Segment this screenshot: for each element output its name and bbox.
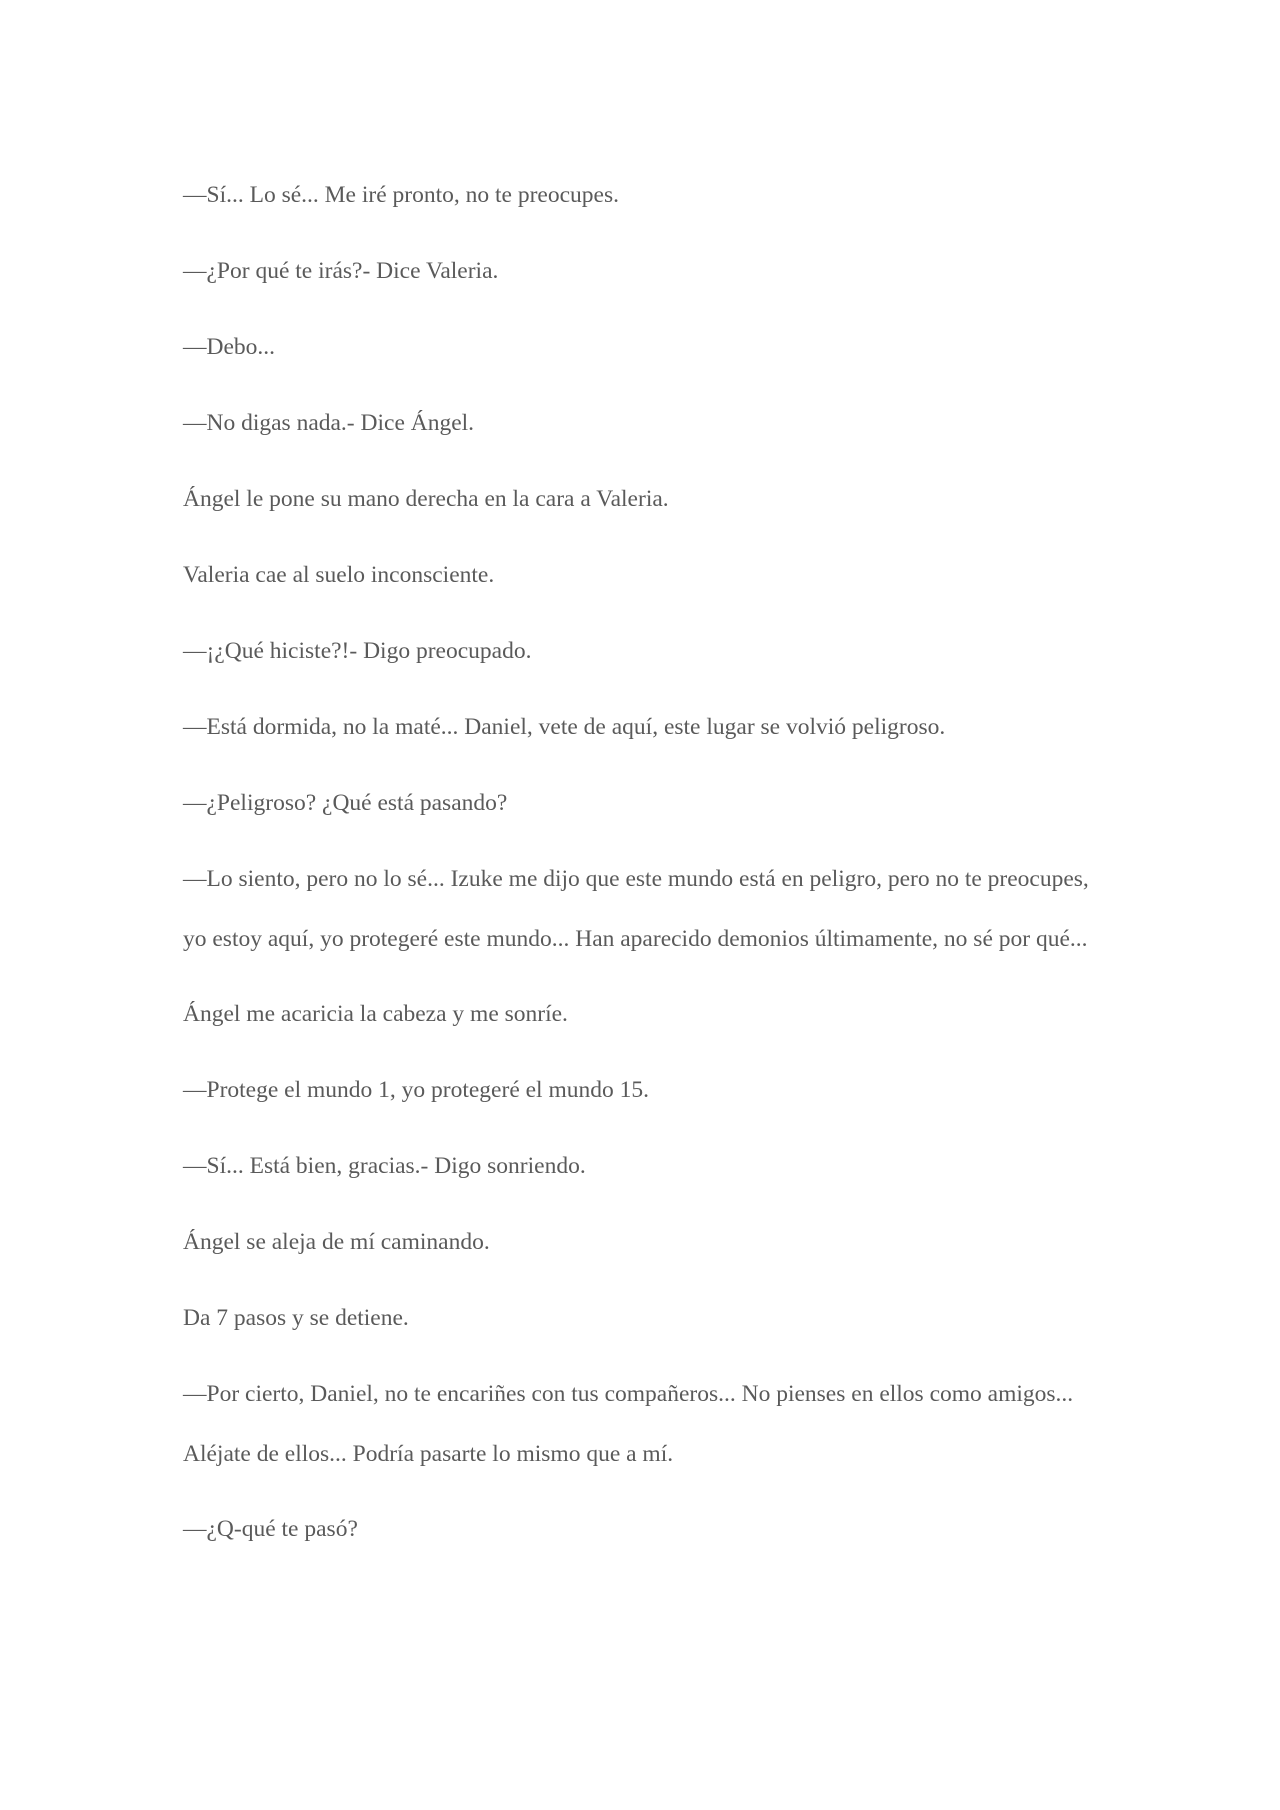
paragraph: Valeria cae al suelo inconsciente. xyxy=(183,562,495,588)
paragraph: —Protege el mundo 1, yo protegeré el mundo 15. xyxy=(183,1077,649,1103)
paragraph: Da 7 pasos y se detiene. xyxy=(183,1305,409,1331)
paragraph: Ángel me acaricia la cabeza y me sonríe. xyxy=(183,1001,568,1027)
paragraph: —¡¿Qué hiciste?!- Digo preocupado. xyxy=(183,638,532,664)
paragraph: —Lo siento, pero no lo sé... Izuke me dijo que este mundo está en peligro, pero no te preocupes, yo estoy aquí, yo protegeré este mundo... Han aparecido demonios últimamente, no sé por qué... xyxy=(183,866,1089,952)
paragraph: —Debo... xyxy=(183,334,276,360)
paragraph: —Sí... Está bien, gracias.- Digo sonriendo. xyxy=(183,1153,586,1179)
paragraph: Ángel se aleja de mí caminando. xyxy=(183,1229,490,1255)
document-body xyxy=(183,178,1103,1588)
paragraph: —¿Q-qué te pasó? xyxy=(183,1516,358,1542)
paragraph: —Está dormida, no la maté... Daniel, vete de aquí, este lugar se volvió peligroso. xyxy=(183,714,946,740)
paragraph: Ángel le pone su mano derecha en la cara a Valeria. xyxy=(183,486,669,512)
paragraph: —Sí... Lo sé... Me iré pronto, no te preocupes. xyxy=(183,182,619,208)
paragraph: —Por cierto, Daniel, no te encariñes con tus compañeros... No pienses en ellos como amigos... Aléjate de ellos... Podría pasarte lo mismo que a mí. xyxy=(183,1381,1074,1467)
paragraph: —¿Peligroso? ¿Qué está pasando? xyxy=(183,790,508,816)
paragraph: —No digas nada.- Dice Ángel. xyxy=(183,410,475,436)
paragraph: —¿Por qué te irás?- Dice Valeria. xyxy=(183,258,499,284)
